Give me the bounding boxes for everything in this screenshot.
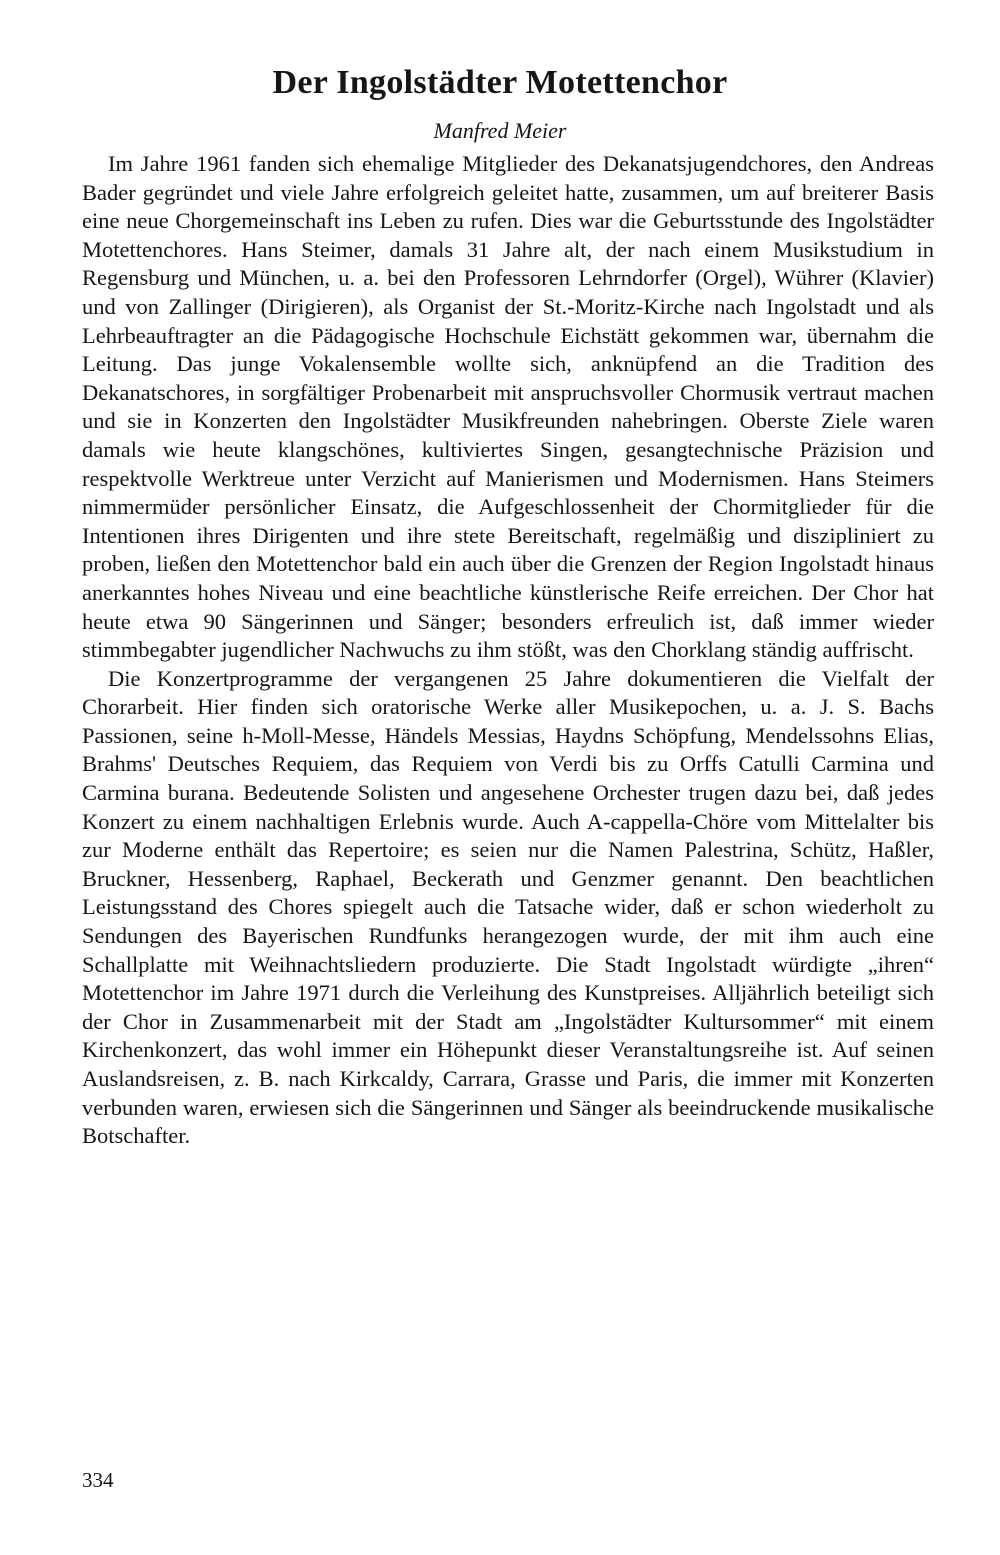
paragraph-2: Die Konzertprogramme der vergangenen 25 Jahre dokumentieren die Vielfalt der Chorarbeit. Hier finden sich oratorische Werke aller Musikepochen, u. a. J. S. Bachs Passionen, seine h-Moll-Messe, Händels Messias, Haydns Schöpfung, Mendelssohns Elias, Brahms' Deutsches Requiem, das Requiem von Verdi bis zu Orffs Catulli Carmina und Carmina burana. Bedeutende Solisten und angesehene Orchester trugen dazu bei, daß jedes Konzert zu einem nachhaltigen Erlebnis wurde. Auch A-cappella-Chöre vom Mittelalter bis zur Moderne enthält das Repertoire; es seien nur die Namen Palestrina, Schütz, Haßler, Bruckner, Hessenberg, Raphael, Beckerath und Genzmer genannt. Den beachtlichen Leistungsstand des Chores spiegelt auch die Tatsache wider, daß er schon wiederholt zu Sendungen des Bayerischen Rundfunks herangezogen wurde, der mit ihm auch eine Schallplatte mit Weihnachtsliedern produzierte. Die Stadt Ingolstadt würdigte „ihren“ Motettenchor im Jahre 1971 durch die Verleihung des Kunstpreises. Alljährlich beteiligt sich der Chor in Zusammenarbeit mit der Stadt am „Ingolstädter Kultursommer“ mit einem Kirchenkonzert, das wohl immer ein Höhepunkt dieser Veranstaltungsreihe ist. Auf seinen Auslandsreisen, z. B. nach Kirkcaldy, Carrara, Grasse und Paris, die immer mit Konzerten verbunden waren, erwiesen sich die Sängerinnen und Sänger als beeindruckende musikalische Botschafter.	[82, 665, 934, 1149]
article-body	[82, 150, 934, 1151]
paragraph-1: Im Jahre 1961 fanden sich ehemalige Mitglieder des Dekanatsjugendchores, den Andreas Bader gegründet und viele Jahre erfolgreich geleitet hatte, zusammen, um auf breiterer Basis eine neue Chorgemeinschaft ins Leben zu rufen. Dies war die Geburtsstunde des Ingolstädter Motettenchores. Hans Steimer, damals 31 Jahre alt, der nach einem Musikstudium in Regensburg und München, u. a. bei den Professoren Lehrndorfer (Orgel), Wührer (Klavier) und von Zallinger (Dirigieren), als Organist der St.-Moritz-Kirche nach Ingolstadt und als Lehrbeauftragter an die Pädagogische Hochschule Eichstätt gekommen war, übernahm die Leitung. Das junge Vokalensemble wollte sich, anknüpfend an die Tradition des Dekanatschores, in sorgfältiger Probenarbeit mit anspruchsvoller Chormusik vertraut machen und sie in Konzerten den Ingolstädter Musikfreunden nahebringen. Oberste Ziele waren damals wie heute klangschönes, kultiviertes Singen, gesangtechnische Präzision und respektvolle Werktreue unter Verzicht auf Manierismen und Modernismen. Hans Steimers nimmermüder persönlicher Einsatz, die Aufgeschlossenheit der Chormitglieder für die Intentionen ihres Dirigenten und ihre stete Bereitschaft, regelmäßig und diszipliniert zu proben, ließen den Motettenchor bald ein auch über die Grenzen der Region Ingolstadt hinaus anerkanntes hohes Niveau und eine beachtliche künstlerische Reife erreichen. Der Chor hat heute etwa 90 Sängerinnen und Sänger; besonders erfreulich ist, daß immer wieder stimmbegabter jugendlicher Nachwuchs zu ihm stößt, was den Chorklang ständig auffrischt.	[82, 151, 934, 663]
page-number: 334	[82, 1468, 114, 1492]
article-author: Manfred Meier	[433, 118, 567, 143]
article-title: Der Ingolstädter Motettenchor	[272, 64, 728, 101]
